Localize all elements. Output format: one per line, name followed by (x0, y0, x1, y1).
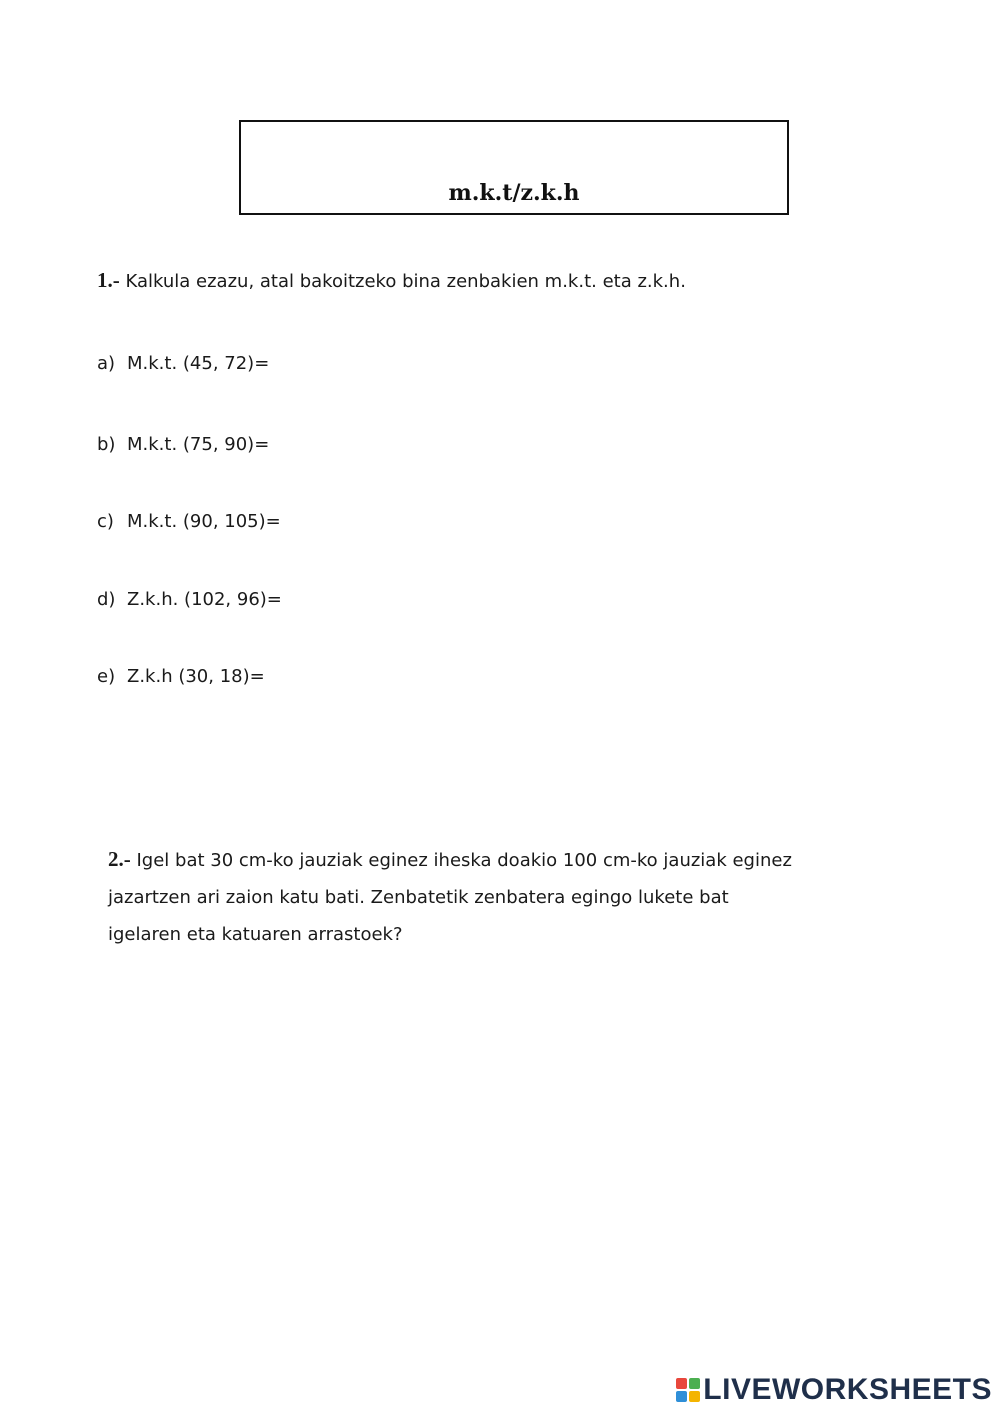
item-text: M.k.t. (45, 72)= (127, 353, 270, 374)
liveworksheets-watermark (676, 1373, 992, 1407)
item-letter: b) (97, 434, 116, 455)
logo-square-red (676, 1378, 687, 1389)
question-1-number: 1.- (97, 268, 120, 292)
logo-square-yellow (689, 1391, 700, 1402)
item-text: M.k.t. (75, 90)= (127, 434, 270, 455)
item-letter: a) (97, 353, 116, 374)
exercise-item-c (97, 508, 281, 536)
question-2-line-2: jazartzen ari zaion katu bati. Zenbatetik zenbatera egingo lukete bat (108, 887, 729, 908)
page-title: m.k.t/z.k.h (448, 180, 580, 206)
question-2-line-1 (108, 841, 908, 879)
watermark-text: LIVEWORKSHEETS (703, 1373, 992, 1406)
question-1-text: Kalkula ezazu, atal bakoitzeko bina zenbakien m.k.t. eta z.k.h. (125, 271, 686, 292)
question-1 (97, 266, 686, 296)
exercise-item-a (97, 350, 269, 378)
item-text: Z.k.h. (102, 96)= (127, 589, 282, 610)
item-letter: e) (97, 666, 116, 687)
title-box (239, 120, 789, 215)
logo-square-blue (676, 1391, 687, 1402)
question-2-text-1: Igel bat 30 cm-ko jauziak eginez iheska doakio 100 cm-ko jauziak eginez (136, 850, 792, 871)
item-letter: c) (97, 511, 114, 532)
question-2 (108, 841, 908, 953)
question-2-line-3: igelaren eta katuaren arrastoek? (108, 924, 403, 945)
item-text: M.k.t. (90, 105)= (127, 511, 281, 532)
exercise-item-e (97, 663, 265, 691)
exercise-item-d (97, 586, 282, 614)
item-text: Z.k.h (30, 18)= (127, 666, 265, 687)
logo-square-green (689, 1378, 700, 1389)
exercise-item-b (97, 431, 269, 459)
item-letter: d) (97, 589, 116, 610)
question-2-number: 2.- (108, 847, 131, 871)
liveworksheets-logo-icon (676, 1378, 700, 1402)
